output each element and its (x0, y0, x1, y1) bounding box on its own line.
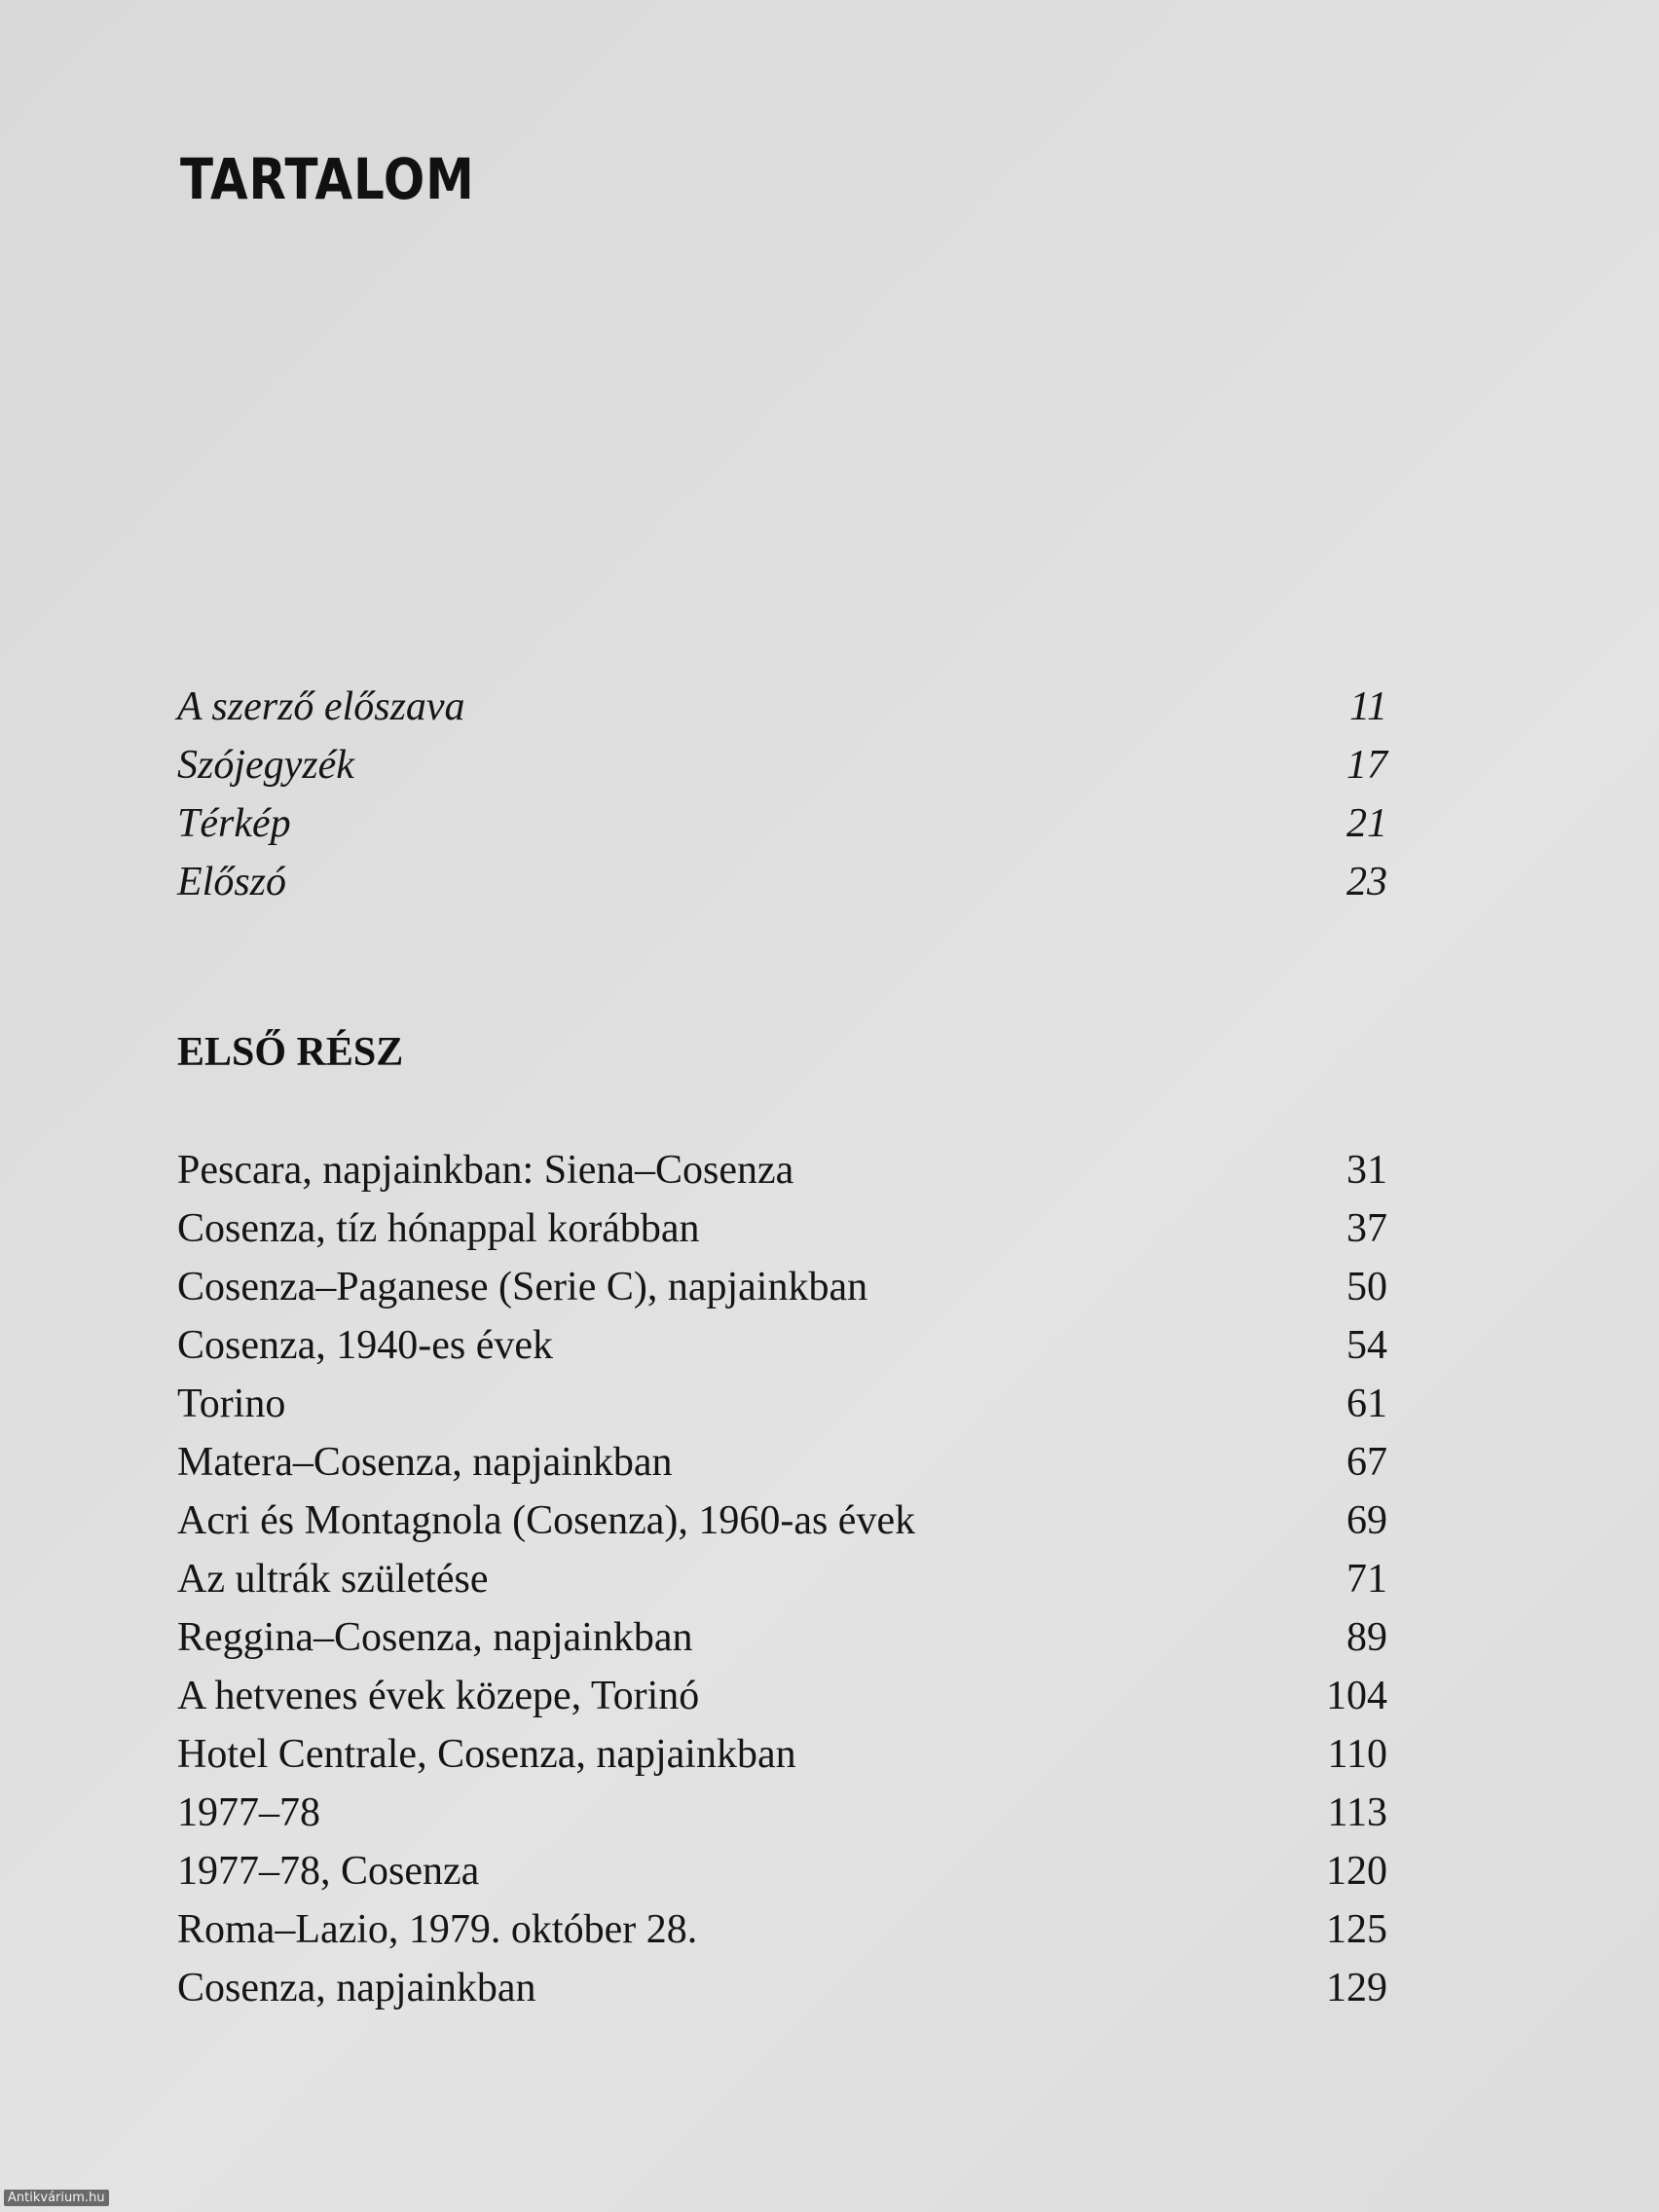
page-title: TARTALOM (180, 146, 475, 212)
toc-entry-page: 23 (1346, 860, 1387, 904)
toc-entry (177, 1842, 1387, 1900)
toc-entry-label: Pescara, napjainkban: Siena–Cosenza (177, 1148, 794, 1193)
toc-entry (177, 1258, 1387, 1316)
chapter-list (177, 1141, 1387, 2017)
toc-entry (177, 1492, 1387, 1550)
toc-entry (177, 1141, 1387, 1199)
toc-entry-label: 1977–78 (177, 1790, 320, 1835)
toc-entry-label: Matera–Cosenza, napjainkban (177, 1440, 673, 1485)
toc-entry-page: 89 (1346, 1615, 1387, 1660)
toc-entry (177, 1608, 1387, 1667)
toc-entry-label: A hetvenes évek közepe, Torinó (177, 1674, 700, 1718)
toc-entry-page: 37 (1346, 1206, 1387, 1251)
toc-entry-page: 113 (1327, 1790, 1387, 1835)
toc-entry-page: 69 (1346, 1498, 1387, 1543)
toc-entry (177, 678, 1387, 736)
toc-entry-label: 1977–78, Cosenza (177, 1849, 480, 1894)
toc-entry-label: Cosenza, 1940-es évek (177, 1323, 554, 1368)
toc-entry-page: 120 (1326, 1849, 1387, 1894)
toc-entry (177, 1375, 1387, 1433)
toc-entry-label: Az ultrák születése (177, 1557, 489, 1602)
toc-entry-page: 17 (1346, 743, 1387, 788)
front-matter-list (177, 678, 1387, 911)
toc-entry-label: Reggina–Cosenza, napjainkban (177, 1615, 693, 1660)
toc-entry (177, 1316, 1387, 1375)
toc-entry (177, 1784, 1387, 1842)
watermark-logo: Antikvárium.hu (4, 2190, 109, 2206)
toc-entry-page: 129 (1326, 1966, 1387, 2010)
toc-entry-page: 50 (1346, 1265, 1387, 1309)
toc-entry-label: A szerző előszava (177, 684, 465, 729)
toc-entry-label: Roma–Lazio, 1979. október 28. (177, 1907, 698, 1952)
toc-entry (177, 1199, 1387, 1258)
toc-entry (177, 853, 1387, 911)
toc-entry-label: Cosenza, napjainkban (177, 1966, 536, 2010)
toc-entry-page: 104 (1326, 1674, 1387, 1718)
toc-entry-page: 71 (1346, 1557, 1387, 1602)
toc-entry-page: 125 (1326, 1907, 1387, 1952)
toc-entry (177, 1550, 1387, 1608)
toc-entry-page: 67 (1346, 1440, 1387, 1485)
toc-entry-page: 21 (1346, 801, 1387, 846)
toc-entry (177, 794, 1387, 853)
toc-entry-page: 61 (1346, 1382, 1387, 1426)
toc-entry-label: Térkép (177, 801, 291, 846)
toc-entry-label: Cosenza, tíz hónappal korábban (177, 1206, 700, 1251)
toc-entry (177, 1900, 1387, 1959)
toc-entry-label: Acri és Montagnola (Cosenza), 1960-as évek (177, 1498, 916, 1543)
toc-entry-label: Szójegyzék (177, 743, 354, 788)
toc-entry-label: Hotel Centrale, Cosenza, napjainkban (177, 1732, 796, 1777)
toc-entry-page: 54 (1346, 1323, 1387, 1368)
toc-entry-page: 11 (1349, 684, 1387, 729)
toc-entry (177, 1725, 1387, 1784)
toc-entry-label: Cosenza–Paganese (Serie C), napjainkban (177, 1265, 868, 1309)
toc-entry-page: 110 (1327, 1732, 1387, 1777)
section-heading: ELSŐ RÉSZ (177, 1030, 404, 1075)
toc-entry (177, 1959, 1387, 2017)
toc-entry (177, 1667, 1387, 1725)
toc-entry (177, 1433, 1387, 1492)
toc-entry-page: 31 (1346, 1148, 1387, 1193)
toc-entry-label: Torino (177, 1382, 286, 1426)
toc-entry (177, 736, 1387, 794)
toc-entry-label: Előszó (177, 860, 287, 904)
